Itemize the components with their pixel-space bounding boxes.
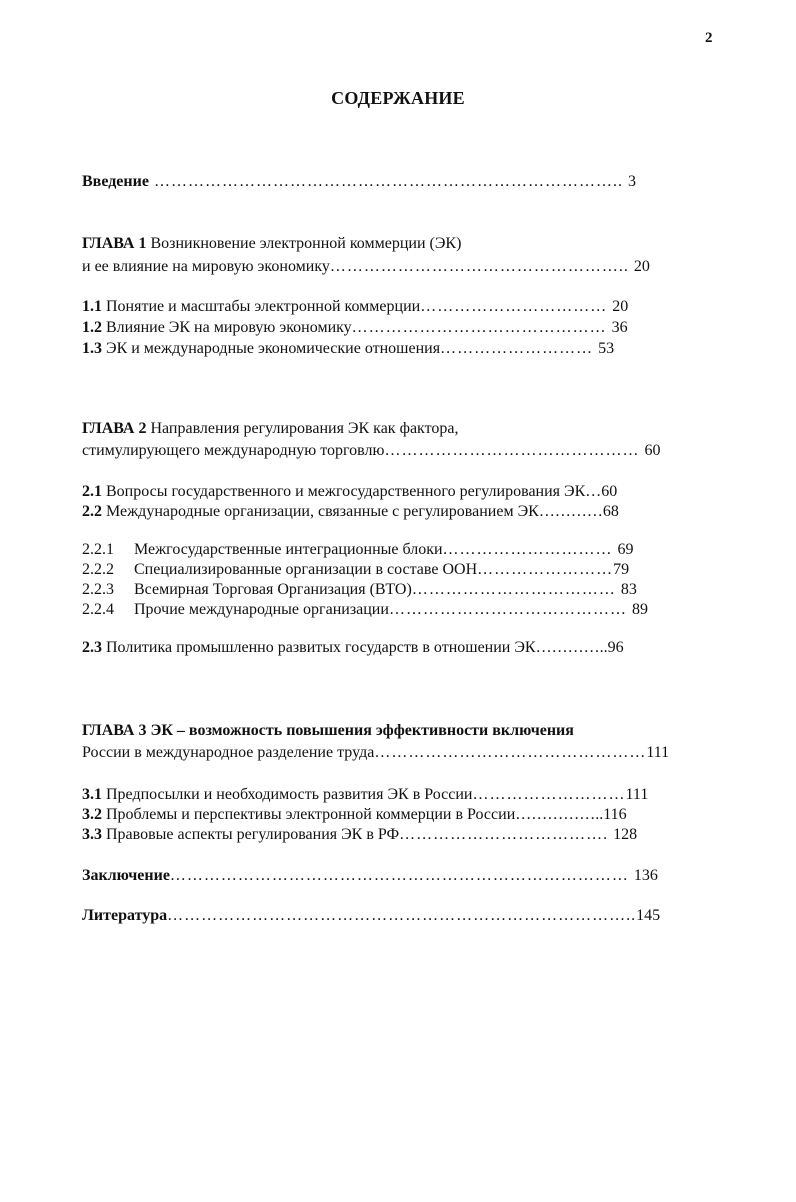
toc-section xyxy=(82,339,614,359)
toc-section xyxy=(82,502,619,522)
toc-page: 111 xyxy=(625,786,649,803)
toc-leader: ………………………………………… xyxy=(374,744,647,761)
toc-intro-label: Введение xyxy=(82,173,149,190)
chapter-title-cont: и ее влияние на мировую экономику xyxy=(82,258,330,275)
toc-section xyxy=(82,825,637,845)
toc-page: 53 xyxy=(598,340,615,357)
toc-leader: ………… xyxy=(538,503,603,520)
subsection-title: Межгосударственные интеграционные блоки xyxy=(134,541,443,558)
toc-page: 79 xyxy=(613,561,630,578)
section-number: 3.2 xyxy=(82,806,102,823)
toc-chapter2-heading xyxy=(82,419,458,439)
section-title: Предпосылки и необходимость развития ЭК в России xyxy=(102,786,473,803)
toc-conclusion xyxy=(82,866,658,886)
toc-page: 96 xyxy=(607,639,624,656)
toc-section xyxy=(82,638,624,658)
section-number: 3.3 xyxy=(82,826,102,843)
toc-leader: ……………………………… xyxy=(411,581,621,598)
toc-leader: ……………………………………… xyxy=(351,319,612,336)
toc-page: 36 xyxy=(611,319,628,336)
toc-section xyxy=(82,297,628,317)
toc-page: 60 xyxy=(644,442,661,459)
section-title: ЭК и международные экономические отношения xyxy=(102,340,441,357)
subsection-number: 2.2.2 xyxy=(82,561,114,578)
toc-page: 69 xyxy=(617,541,634,558)
page-title: СОДЕРЖАНИЕ xyxy=(331,88,465,108)
section-title: Вопросы государственного и межгосударственного регулирования ЭК xyxy=(102,483,586,500)
toc-leader: ………………………………. xyxy=(399,826,614,843)
page-number: 2 xyxy=(705,30,713,46)
toc-page: 20 xyxy=(612,298,629,315)
toc-leader: ……………………… xyxy=(472,786,626,803)
toc-subsection xyxy=(82,600,648,620)
toc-intro xyxy=(82,172,636,192)
chapter-label: ГЛАВА 1 xyxy=(82,235,147,252)
toc-leader: …………………………………………….. xyxy=(329,258,634,275)
section-title: Международные организации, связанные с регулированием ЭК xyxy=(102,503,539,520)
subsection-title: Прочие международные организации xyxy=(134,601,389,618)
toc-leader: … xyxy=(585,483,602,500)
toc-page: 3 xyxy=(627,173,636,190)
section-title: Правовые аспекты регулирования ЭК в РФ xyxy=(102,826,400,843)
section-number: 2.3 xyxy=(82,639,102,656)
toc-page: 60 xyxy=(601,483,618,500)
section-title: Политика промышленно развитых государств в отношении ЭК xyxy=(102,639,536,656)
toc-page: 89 xyxy=(631,601,648,618)
toc-page: 128 xyxy=(613,826,638,843)
toc-leader: ……………………… xyxy=(440,340,599,357)
toc-references-label: Литература xyxy=(82,907,168,924)
chapter-title: Направления регулирования ЭК как фактора, xyxy=(146,420,459,437)
toc-chapter3-cont xyxy=(82,743,669,763)
subsection-number: 2.2.4 xyxy=(82,601,114,618)
toc-chapter1-heading xyxy=(82,234,461,254)
toc-section xyxy=(82,785,648,805)
toc-subsection xyxy=(82,560,629,580)
toc-section xyxy=(82,482,617,502)
toc-leader: ………………………… xyxy=(442,541,618,558)
section-number: 1.2 xyxy=(82,319,102,336)
subsection-title: Всемирная Торговая Организация (ВТО) xyxy=(134,581,412,598)
section-number: 2.2 xyxy=(82,503,102,520)
toc-leader: …………….. xyxy=(515,806,604,823)
toc-page: 20 xyxy=(633,258,650,275)
toc-page: 136 xyxy=(633,867,658,884)
toc-page: 145 xyxy=(636,907,661,924)
toc-page: 83 xyxy=(620,581,637,598)
toc-references xyxy=(82,906,660,926)
chapter-title-cont: России в международное разделение труда xyxy=(82,744,375,761)
toc-leader: ……………………………………………………………………….. xyxy=(167,907,637,924)
toc-page: 68 xyxy=(602,503,619,520)
subsection-title: Специализированные организации в составе ООН xyxy=(134,561,478,578)
subsection-number: 2.2.1 xyxy=(82,541,114,558)
toc-page: 116 xyxy=(603,806,627,823)
chapter-label: ГЛАВА 2 xyxy=(82,420,147,437)
toc-leader: ……………………………………… xyxy=(384,442,645,459)
toc-chapter1-cont xyxy=(82,257,650,277)
toc-leader: …………………………… xyxy=(420,298,613,315)
toc-page: 111 xyxy=(646,744,670,761)
toc-subsection xyxy=(82,580,637,600)
section-number: 3.1 xyxy=(82,786,102,803)
section-number: 2.1 xyxy=(82,483,102,500)
toc-leader: ……………………………………………………………………… xyxy=(169,867,634,884)
section-title: Проблемы и перспективы электронной коммерции в России xyxy=(102,806,516,823)
section-title: Влияние ЭК на мировую экономику xyxy=(102,319,352,336)
subsection-number: 2.2.3 xyxy=(82,581,114,598)
toc-conclusion-label: Заключение xyxy=(82,867,170,884)
section-number: 1.3 xyxy=(82,340,102,357)
section-number: 1.1 xyxy=(82,298,102,315)
toc-section xyxy=(82,318,628,338)
chapter-title: ЭК – возможность повышения эффективности включения xyxy=(146,722,574,739)
chapter-label: ГЛАВА 3 xyxy=(82,722,147,739)
toc-leader: …………………………………… xyxy=(388,601,632,618)
section-title: Понятие и масштабы электронной коммерции xyxy=(102,298,421,315)
chapter-title: Возникновение электронной коммерции (ЭК) xyxy=(146,235,462,252)
toc-chapter2-cont xyxy=(82,441,660,461)
chapter-title-cont: стимулирующего международную торговлю xyxy=(82,442,385,459)
toc-chapter3-heading xyxy=(82,721,574,741)
toc-leader: …………………… xyxy=(477,561,614,578)
toc-section xyxy=(82,805,627,825)
toc-subsection xyxy=(82,540,634,560)
toc-leader: ……………………………………………………………………….. xyxy=(148,173,628,190)
toc-leader: ………….. xyxy=(535,639,608,656)
